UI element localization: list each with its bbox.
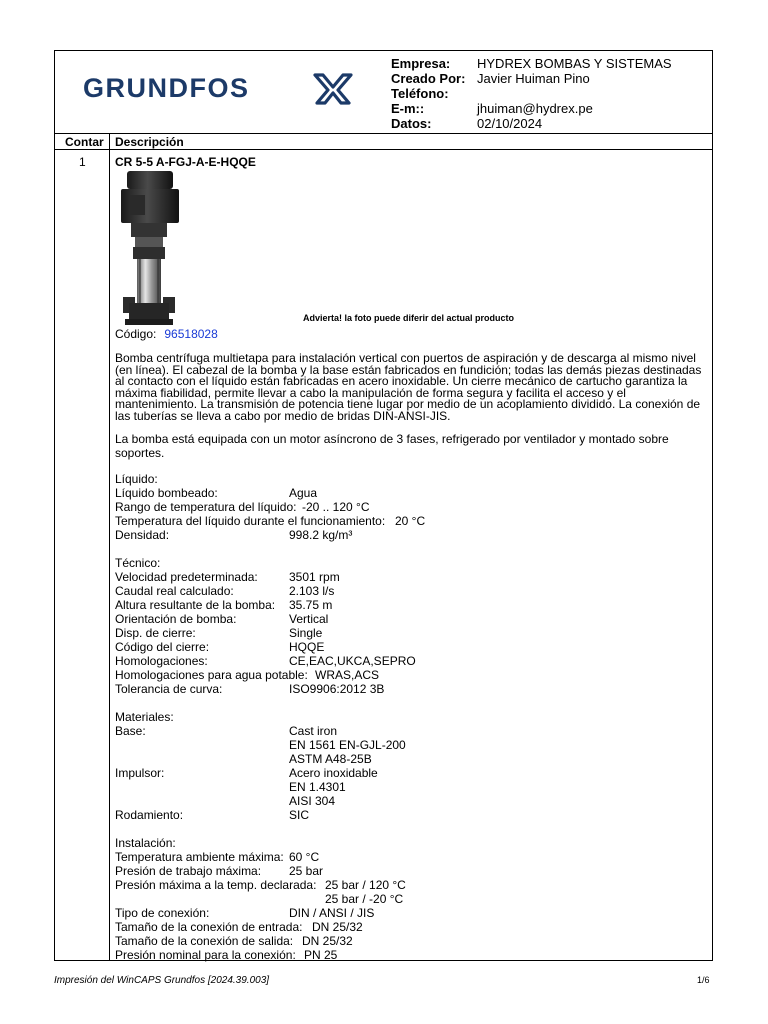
spec-label: Rodamiento: [115,808,184,822]
spec-value: WRAS,ACS [315,668,380,682]
row-count: 1 [79,155,86,169]
spec-value: Agua [289,486,318,500]
table-header-divider [55,149,712,150]
spec-label: Temperatura del líquido durante el funcionamiento: [115,514,386,528]
document-frame [54,50,713,961]
date-value: 02/10/2024 [477,116,543,131]
spec-label: Base: [115,724,146,738]
photo-disclaimer: Advierta! la foto puede diferir del actual producto [303,313,515,323]
page-number: 1/6 [697,975,710,985]
product-title: CR 5-5 A-FGJ-A-E-HQQE [115,155,256,169]
spec-value: PN 25 [304,948,338,962]
spec-value: Acero inoxidable [289,766,378,780]
section-title-liquid: Líquido: [115,472,158,486]
spec-value: ASTM A48-25B [289,752,372,766]
column-header-description: Descripción [115,135,184,149]
spec-label: Velocidad predeterminada: [115,570,258,584]
spec-label: Tipo de conexión: [115,906,210,920]
spec-label: Presión máxima a la temp. declarada: [115,878,317,892]
column-header-count: Contar [65,135,104,149]
grundfos-logo [83,73,250,104]
spec-label: Presión nominal para la conexión: [115,948,296,962]
spec-value: -20 .. 120 °C [302,500,370,514]
spec-label: Densidad: [115,528,170,542]
spec-value: CE,EAC,UKCA,SEPRO [289,654,416,668]
spec-value: 2.103 l/s [289,584,335,598]
spec-label: Rango de temperatura del líquido: [115,500,297,514]
spec-label: Tamaño de la conexión de salida: [115,934,294,948]
footer-print-info: Impresión del WinCAPS Grundfos [2024.39.003] [54,975,270,986]
spec-label: Disp. de cierre: [115,626,196,640]
header-info [391,56,672,131]
spec-label: Tolerancia de curva: [115,682,223,696]
phone-label: Teléfono: [391,86,449,101]
spec-value: Single [289,626,323,640]
product-title-wrap [115,155,707,169]
spec-label: Homologaciones: [115,654,208,668]
header-divider [55,133,712,134]
spec-label: Homologaciones para agua potable: [115,668,308,682]
company-label: Empresa: [391,56,451,71]
spec-value: SIC [289,808,310,822]
spec-value: DIN / ANSI / JIS [289,906,375,920]
email-value: jhuiman@hydrex.pe [477,101,593,116]
pump-photo [115,169,245,327]
section-title-installation: Instalación: [115,836,176,850]
spec-value: DN 25/32 [312,920,363,934]
spec-value: EN 1.4301 [289,780,346,794]
column-divider [109,133,110,960]
spec-label: Temperatura ambiente máxima: [115,850,284,864]
logo-text: GRUNDFOS [83,73,250,103]
spec-label: Caudal real calculado: [115,584,234,598]
spec-label: Código del cierre: [115,640,210,654]
spec-value: 35.75 m [289,598,333,612]
created-value: Javier Huiman Pino [477,71,590,86]
spec-label: Altura resultante de la bomba: [115,598,276,612]
created-label: Creado Por: [391,71,466,86]
spec-label: Líquido bombeado: [115,486,218,500]
section-title-technical: Técnico: [115,556,161,570]
spec-label: Tamaño de la conexión de entrada: [115,920,303,934]
spec-value: Vertical [289,612,329,626]
spec-value: 20 °C [395,514,426,528]
spec-value: 998.2 kg/m³ [289,528,353,542]
date-label: Datos: [391,116,432,131]
product-code-row [115,327,218,341]
product-code-link[interactable]: 96518028 [164,327,218,341]
spec-label: Orientación de bomba: [115,612,237,626]
spec-value: AISI 304 [289,794,336,808]
email-label: E-m:: [391,101,425,116]
spec-value: 25 bar / 120 °C [325,878,406,892]
spec-label: Presión de trabajo máxima: [115,864,262,878]
spec-label: Impulsor: [115,766,165,780]
spec-value: 25 bar [289,864,324,878]
spec-value: 3501 rpm [289,570,340,584]
spec-value: DN 25/32 [302,934,353,948]
product-description: Bomba centrífuga multietapa para instalación vertical con puertos de aspiración y de descarga al mismo nivel (en línea). El cabezal de la bomba y la base están fabricados en fundición; todas las demás piezas destinadas al contacto con el líquido están fabricadas en acero inoxidable. Un cierre mecánico de cartucho garantiza la máxima fiabilidad, permite llevar a cabo la manipulación de forma segura y facilita el acceso y el mantenimiento. La transmisión de potencia tiene lugar por medio de un acoplamiento dividido. La conexión de las tuberías se lleva a cabo por medio de bridas DIN-ANSI-JIS. [115,351,702,423]
section-title-materials: Materiales: [115,710,174,724]
spec-value: Cast iron [289,724,338,738]
spec-value: ISO9906:2012 3B [289,682,385,696]
spec-value: 60 °C [289,850,320,864]
spec-value: HQQE [289,640,325,654]
company-value: HYDREX BOMBAS Y SISTEMAS [477,56,672,71]
grundfos-x-icon [313,71,353,105]
code-label: Código: [115,327,157,341]
spec-value: 25 bar / -20 °C [325,892,404,906]
motor-description: La bomba está equipada con un motor asíncrono de 3 fases, refrigerado por ventilador y montado sobre soportes. [115,432,669,460]
spec-value: EN 1561 EN-GJL-200 [289,738,406,752]
